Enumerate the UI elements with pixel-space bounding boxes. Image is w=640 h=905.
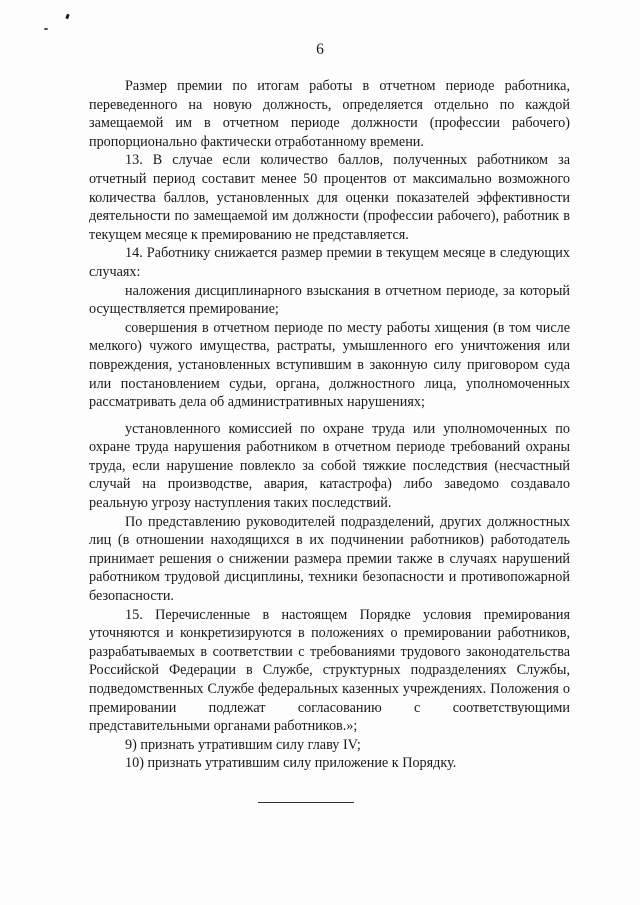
paragraph-14-case-theft: совершения в отчетном периоде по месту работы хищения (в том числе мелкого) чужого имущества, растраты, умышленного его уничтожения или повреждения, установленных вступившим в законную силу приговором суда или постановлением судьи, органа, должностного лица, уполномоченных рассматривать дела об административных нарушениях; (89, 319, 570, 411)
item-9: 9) признать утратившим силу главу IV; (125, 736, 361, 753)
scan-speck (65, 14, 70, 20)
page-number: 6 (316, 41, 324, 58)
scan-speck (44, 28, 48, 30)
document-body (89, 77, 570, 773)
paragraph-14-reduction-by-request: По представлению руководителей подразделений, других должностных лиц (в отношении находящихся в их подчинении работников) работодатель принимает решения о снижении размера премии также в случаях нарушений работником трудовой дисциплины, техники безопасности и противопожарной безопасности. (89, 513, 570, 605)
paragraph-14-case-labor-safety: установленного комиссией по охране труда или уполномоченных по охране труда нарушения работником в отчетном периоде требований охраны труда, если нарушение повлекло за собой тяжкие последствия (несчастный случай на производстве, авария, катастрофа) либо заведомо создавало реальную угрозу наступления таких последствий. (89, 420, 570, 512)
closing-rule (258, 802, 354, 803)
item-10: 10) признать утратившим силу приложение к Порядку. (125, 755, 457, 772)
paragraph-15: 15. Перечисленные в настоящем Порядке условия премирования уточняются и конкретизируются в положениях о премировании работников, разрабатываемых в соответствии с требованиями трудового законодательства Российской Федерации в Службе, структурных подразделениях Службы, подведомственных Службе федеральных казенных учреждениях. Положения о премировании подлежат согласованию с соответствующими представительными органами работников.»; (89, 606, 570, 735)
paragraph-14: 14. Работнику снижается размер премии в текущем месяце в следующих случаях: (89, 245, 570, 280)
paragraph-13: 13. В случае если количество баллов, полученных работником за отчетный период составит менее 50 процентов от максимально возможного количества баллов, установленных для оценки показателей эффективности деятельности по замещаемой им должности (профессии рабочего), работник в текущем месяце к премированию не представляется. (89, 152, 570, 243)
paragraph-14-case-disciplinary: наложения дисциплинарного взыскания в отчетном периоде, за который осуществляется премирование; (89, 282, 570, 318)
paragraph-bonus-transfer: Размер премии по итогам работы в отчетном периоде работника, переведенного на новую должность, определяется отдельно по каждой замещаемой им в отчетном периоде должности (профессии рабочего) пропорционально фактически отработанному времени. (89, 78, 570, 150)
